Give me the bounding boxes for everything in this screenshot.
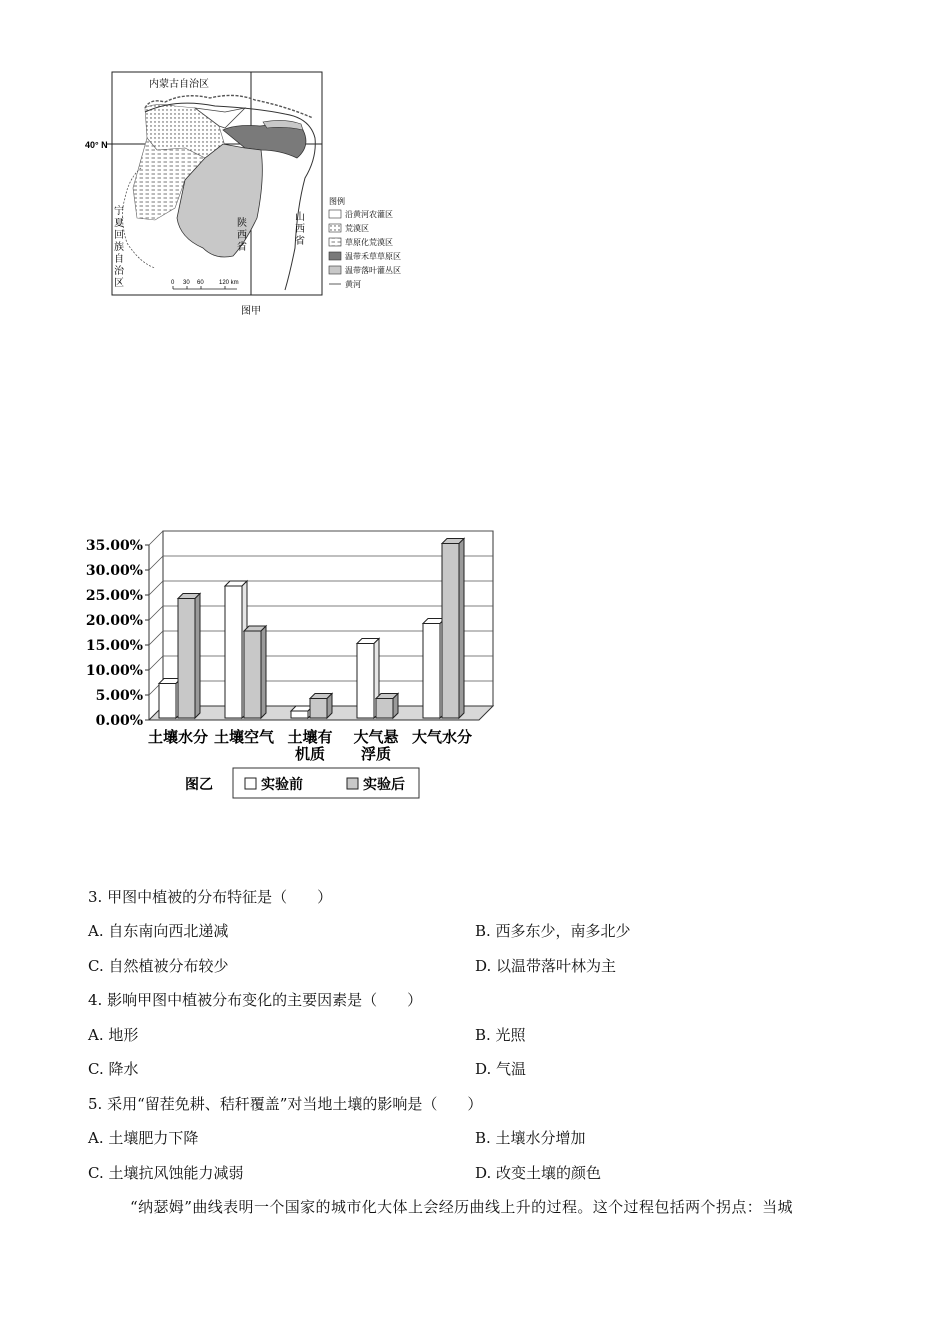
chart-y-tick-label: 25.00% xyxy=(85,588,143,604)
chart-x-labels xyxy=(148,728,472,763)
legend-label-after: 实验后 xyxy=(363,777,405,793)
question-3-option-c: C. 自然植被分布较少 xyxy=(88,957,229,975)
svg-text:西: 西 xyxy=(295,224,305,235)
svg-text:夏: 夏 xyxy=(114,218,124,229)
svg-text:区: 区 xyxy=(114,278,124,289)
svg-text:省: 省 xyxy=(237,242,247,253)
chart-y-tick-label: 20.00% xyxy=(85,613,143,629)
svg-text:回: 回 xyxy=(114,230,124,241)
chart-x-label: 大气悬 xyxy=(353,728,399,746)
chart-y-tick-label: 15.00% xyxy=(85,638,143,654)
map-caption: 图甲 xyxy=(241,306,261,317)
chart-bar xyxy=(310,694,332,719)
question-4-option-b: B. 光照 xyxy=(475,1026,526,1044)
legend-swatch-after xyxy=(347,778,358,789)
svg-text:省: 省 xyxy=(295,236,305,247)
question-3-option-b: B. 西多东少，南多北少 xyxy=(475,922,631,940)
svg-text:温带落叶灌丛区: 温带落叶灌丛区 xyxy=(345,266,401,275)
chart-y-ticks xyxy=(86,538,149,729)
map-legend xyxy=(329,196,401,289)
chart-bar xyxy=(178,594,200,719)
chart-y-tick-label: 10.00% xyxy=(85,663,143,679)
scale-bar xyxy=(171,280,239,289)
question-5-option-b: B. 土壤水分增加 xyxy=(475,1129,586,1147)
chart-y-tick-label: 30.00% xyxy=(85,563,143,579)
svg-text:沿黄河农灌区: 沿黄河农灌区 xyxy=(345,210,393,219)
region-west-label xyxy=(114,204,125,289)
question-5-option-a: A. 土壤肥力下降 xyxy=(88,1129,199,1147)
svg-text:治: 治 xyxy=(114,266,124,277)
question-4-stem: 4. 影响甲图中植被分布变化的主要因素是（ ） xyxy=(88,991,423,1009)
svg-text:宁: 宁 xyxy=(114,206,124,217)
svg-text:山: 山 xyxy=(295,212,305,223)
chart-bar xyxy=(244,626,266,718)
reading-paragraph: “纳瑟姆”曲线表明一个国家的城市化大体上会经历曲线上升的过程。这个过程包括两个拐点：当城 xyxy=(130,1198,793,1216)
svg-text:西: 西 xyxy=(237,230,247,241)
latitude-label: 40° N xyxy=(85,140,108,150)
svg-text:陕: 陕 xyxy=(237,218,247,229)
chart-x-label: 土壤有 xyxy=(287,728,333,746)
region-shanxi-label xyxy=(295,210,305,247)
svg-text:0: 0 xyxy=(171,280,175,286)
chart-x-label: 浮质 xyxy=(360,745,392,763)
chart-y-tick-label: 35.00% xyxy=(85,538,143,554)
region-north-label: 内蒙古自治区 xyxy=(149,79,209,90)
chart-x-label: 土壤空气 xyxy=(213,728,275,746)
chart-x-label: 大气水分 xyxy=(411,728,473,746)
question-3-option-a: A. 自东南向西北递减 xyxy=(88,922,229,940)
question-3-stem: 3. 甲图中植被的分布特征是（ ） xyxy=(88,888,333,906)
question-5-stem: 5. 采用“留茬免耕、秸秆覆盖”对当地土壤的影响是（ ） xyxy=(88,1095,483,1113)
chart-y-tick-label: 0.00% xyxy=(95,713,143,729)
svg-text:草原化荒漠区: 草原化荒漠区 xyxy=(345,238,393,247)
svg-text:120 km: 120 km xyxy=(219,280,239,286)
svg-text:黄河: 黄河 xyxy=(345,280,361,289)
svg-text:族: 族 xyxy=(114,242,124,253)
svg-text:60: 60 xyxy=(197,280,204,286)
svg-text:自: 自 xyxy=(114,254,124,265)
question-3-option-d: D. 以温带落叶林为主 xyxy=(475,957,617,975)
legend-swatch-before xyxy=(245,778,256,789)
chart-caption: 图乙 xyxy=(185,777,213,793)
map-figure-jia xyxy=(85,68,415,318)
question-5-option-c: C. 土壤抗风蚀能力减弱 xyxy=(88,1164,244,1182)
question-4-option-c: C. 降水 xyxy=(88,1060,139,1078)
chart-bar xyxy=(442,539,464,719)
bar-chart-yi xyxy=(85,530,535,805)
svg-text:温带禾草草原区: 温带禾草草原区 xyxy=(345,252,401,261)
legend-title: 图例 xyxy=(329,197,345,206)
chart-x-label: 机质 xyxy=(294,745,326,763)
svg-text:荒漠区: 荒漠区 xyxy=(345,224,369,233)
question-4-option-a: A. 地形 xyxy=(88,1026,139,1044)
chart-y-tick-label: 5.00% xyxy=(95,688,143,704)
chart-bar xyxy=(376,694,398,719)
chart-x-label: 土壤水分 xyxy=(147,728,209,746)
svg-text:30: 30 xyxy=(183,280,190,286)
region-shaanxi-label xyxy=(237,216,247,253)
legend-label-before: 实验前 xyxy=(261,777,303,793)
question-5-option-d: D. 改变土壤的颜色 xyxy=(475,1164,602,1182)
question-4-option-d: D. 气温 xyxy=(475,1060,527,1078)
